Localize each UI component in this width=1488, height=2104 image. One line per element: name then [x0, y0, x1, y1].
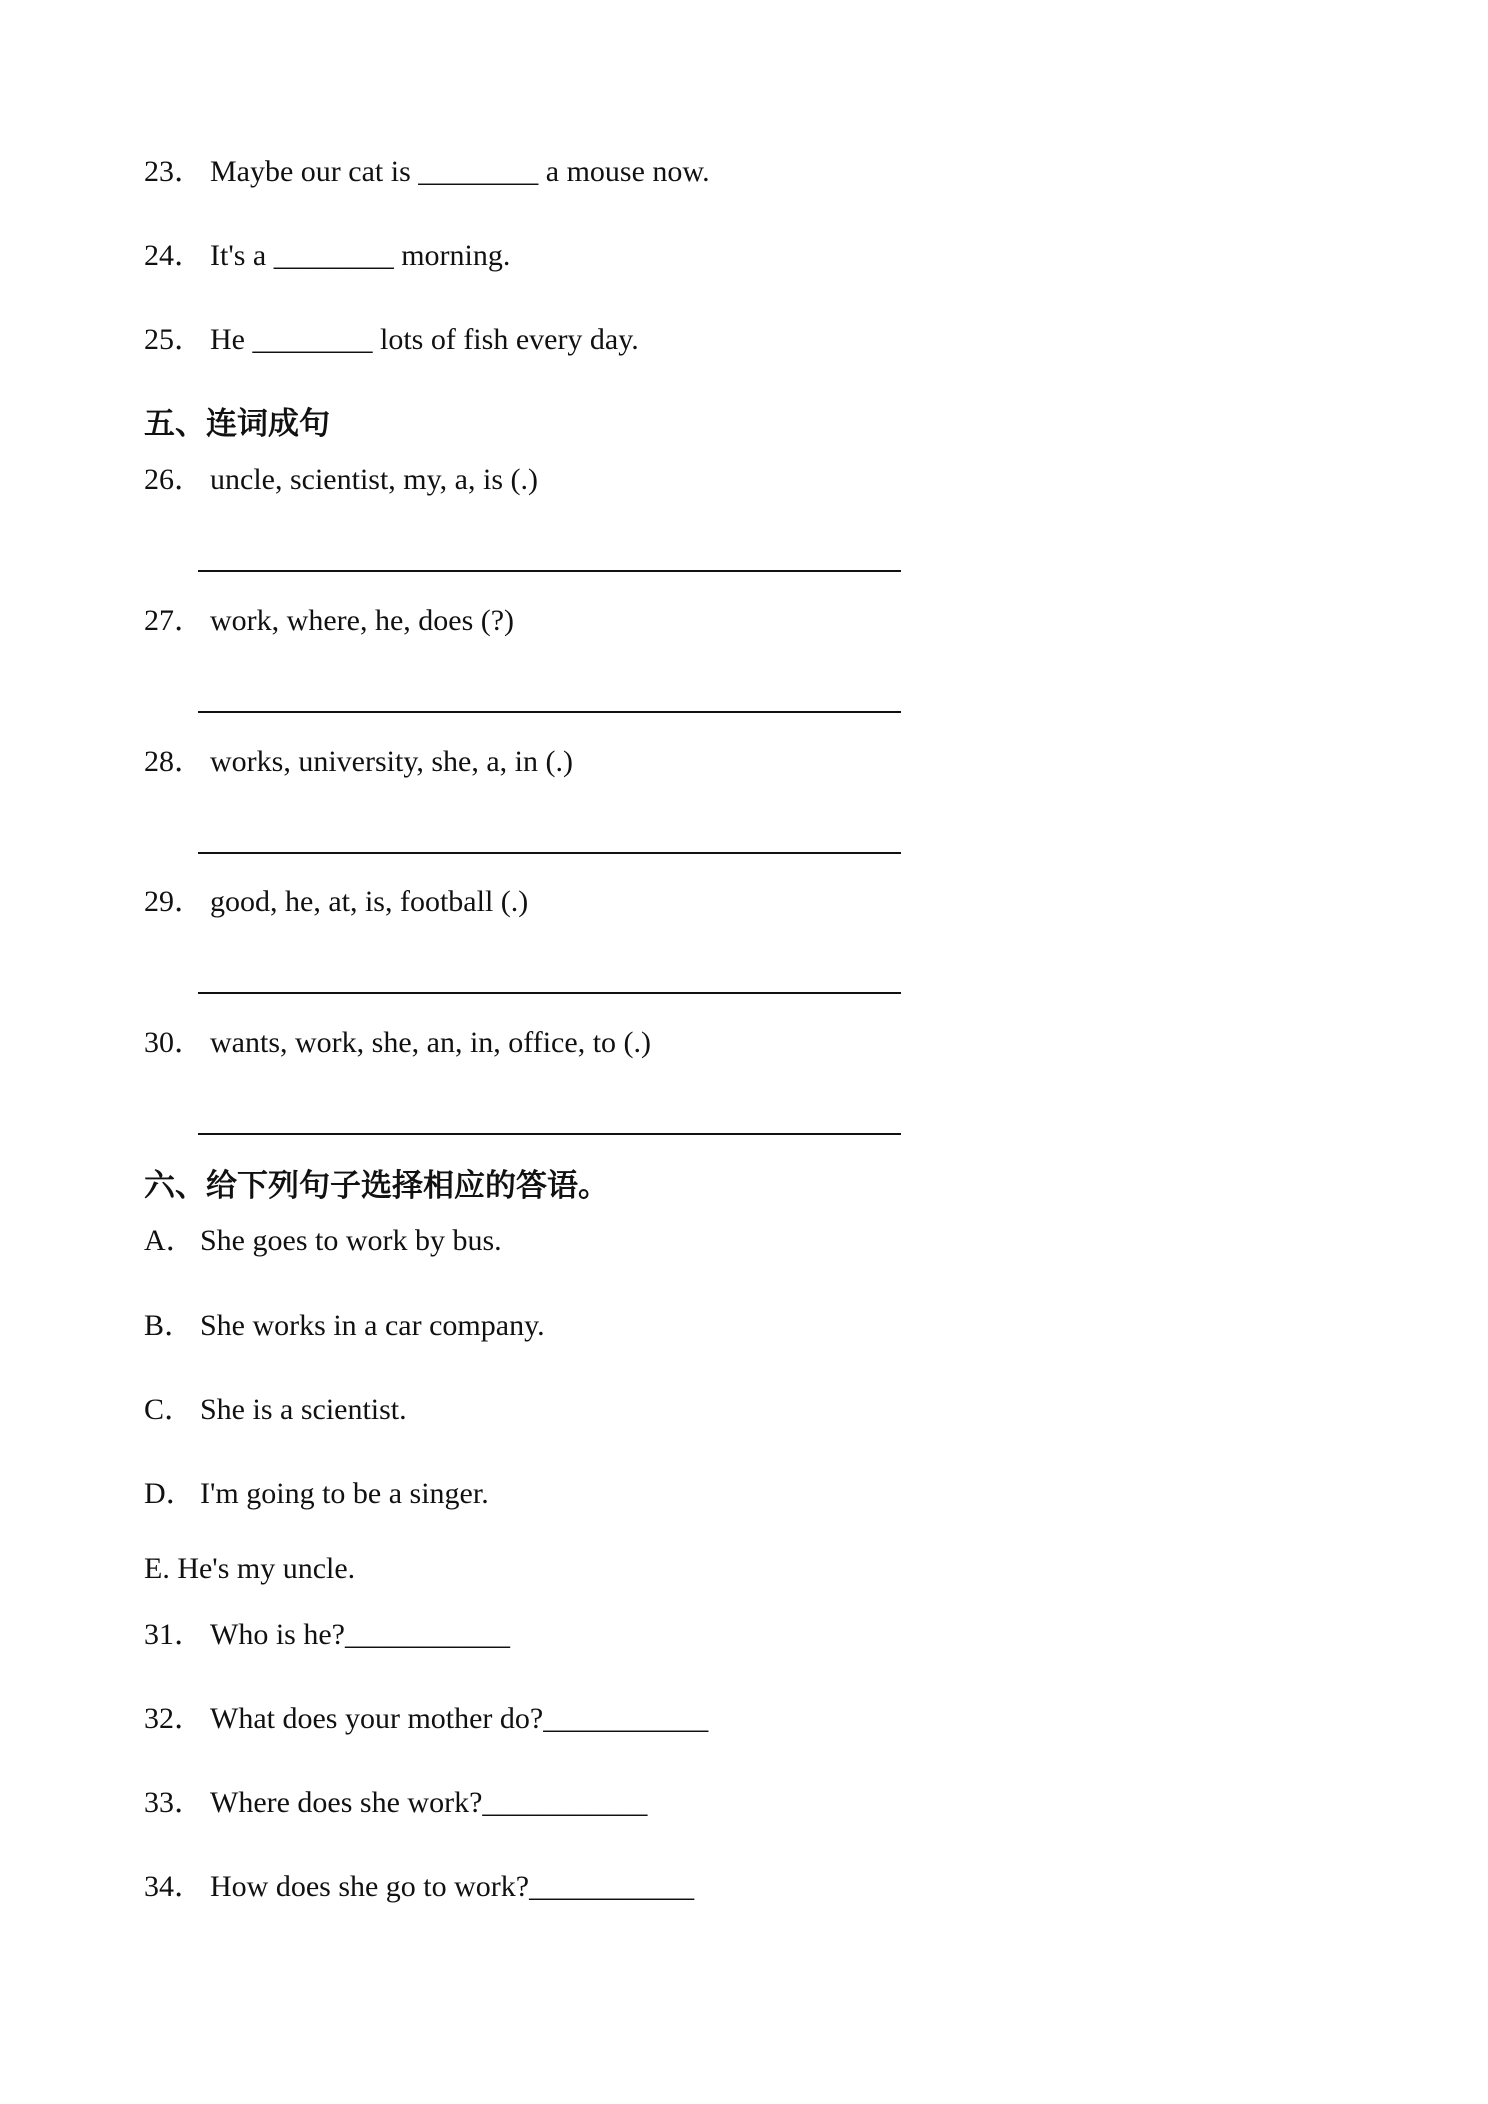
question-number: 29． — [144, 885, 204, 918]
question-26 — [144, 462, 538, 498]
question-text: He ________ lots of fish every day. — [210, 323, 639, 356]
question-28 — [144, 744, 573, 780]
question-number: 24． — [144, 239, 204, 272]
option-e: E. He's my uncle. — [144, 1552, 356, 1585]
answer-line-28[interactable] — [198, 852, 901, 854]
question-text: wants, work, she, an, in, office, to (.) — [210, 1026, 652, 1059]
question-29 — [144, 884, 528, 920]
answer-line-30[interactable] — [198, 1133, 901, 1135]
question-text: Where does she work?___________ — [210, 1786, 648, 1819]
question-text: It's a ________ morning. — [210, 239, 511, 272]
question-number: 33． — [144, 1786, 204, 1819]
question-23 — [144, 154, 710, 190]
question-text: What does your mother do?___________ — [210, 1702, 709, 1735]
question-number: 30． — [144, 1026, 204, 1059]
option-text: She goes to work by bus. — [200, 1224, 502, 1257]
option-a — [144, 1223, 502, 1259]
option-letter: B． — [144, 1309, 195, 1342]
question-31 — [144, 1617, 510, 1653]
question-number: 28． — [144, 745, 204, 778]
answer-line-27[interactable] — [198, 711, 901, 713]
question-text: uncle, scientist, my, a, is (.) — [210, 463, 538, 496]
option-b — [144, 1308, 545, 1344]
question-number: 32． — [144, 1702, 204, 1735]
question-30 — [144, 1025, 651, 1061]
question-number: 25． — [144, 323, 204, 356]
answer-line-26[interactable] — [198, 570, 901, 572]
question-34 — [144, 1869, 694, 1905]
option-text: She works in a car company. — [200, 1309, 545, 1342]
option-text: She is a scientist. — [200, 1393, 407, 1426]
option-d — [144, 1476, 489, 1512]
question-text: Who is he?___________ — [210, 1618, 510, 1651]
option-c — [144, 1392, 407, 1428]
question-25 — [144, 322, 639, 358]
section-6-heading: 六、给下列句子选择相应的答语。 — [144, 1168, 609, 1204]
question-text: works, university, she, a, in (.) — [210, 745, 573, 778]
option-text: I'm going to be a singer. — [200, 1477, 489, 1510]
question-text: How does she go to work?___________ — [210, 1870, 695, 1903]
question-number: 31． — [144, 1618, 204, 1651]
question-number: 34． — [144, 1870, 204, 1903]
question-text: Maybe our cat is ________ a mouse now. — [210, 155, 710, 188]
option-letter: A． — [144, 1224, 196, 1257]
option-letter: C． — [144, 1393, 195, 1426]
question-32 — [144, 1701, 708, 1737]
question-number: 27． — [144, 604, 204, 637]
option-letter: D． — [144, 1477, 196, 1510]
question-number: 26． — [144, 463, 204, 496]
question-number: 23． — [144, 155, 204, 188]
question-text: good, he, at, is, football (.) — [210, 885, 529, 918]
question-text: work, where, he, does (?) — [210, 604, 515, 637]
question-24 — [144, 238, 510, 274]
answer-line-29[interactable] — [198, 992, 901, 994]
question-27 — [144, 603, 514, 639]
question-33 — [144, 1785, 647, 1821]
section-5-heading: 五、连词成句 — [144, 406, 330, 442]
